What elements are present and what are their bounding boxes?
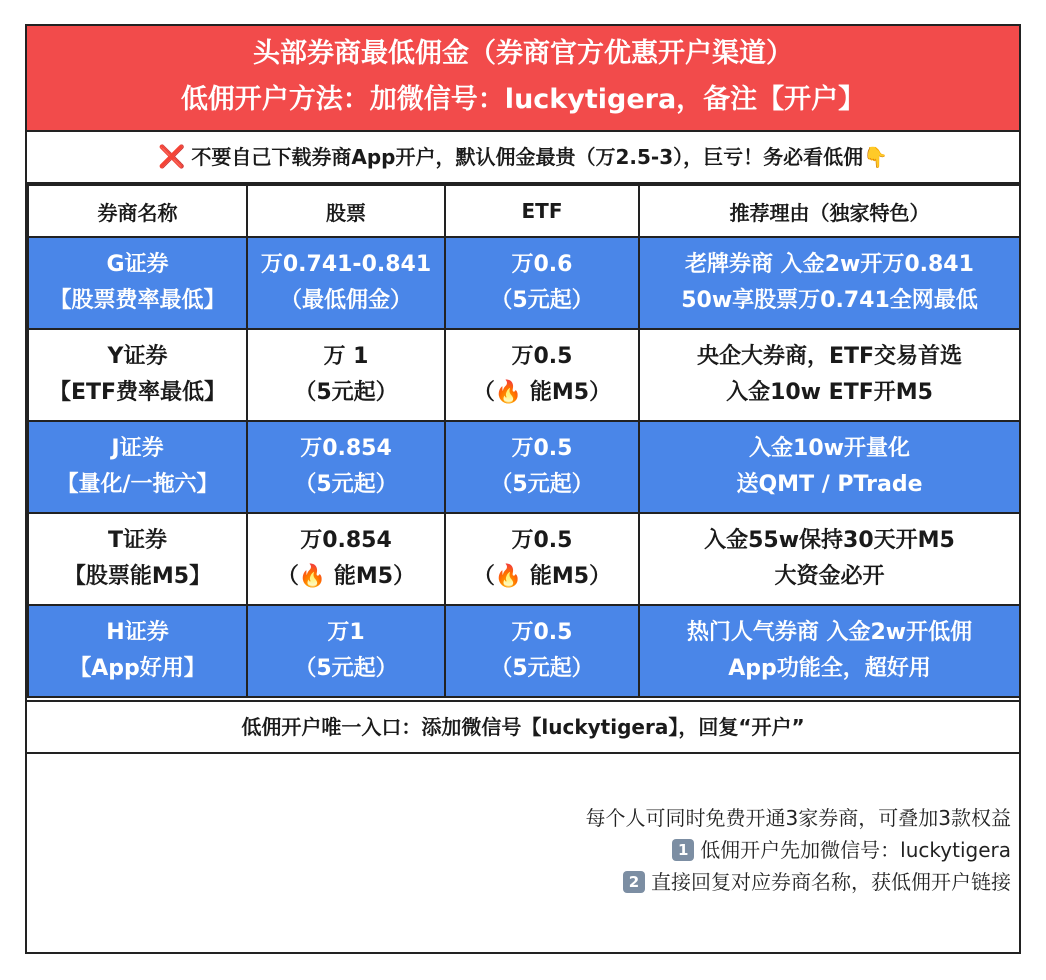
keycap-one-icon: 1: [672, 839, 694, 861]
cell-stock-line: 万0.854: [300, 436, 392, 461]
column-header-stock: 股票: [247, 185, 445, 237]
cell-stock-line: （最低佣金）: [279, 288, 412, 313]
cell-reason: [639, 421, 1020, 513]
cell-reason-line: 入金55w保持30天开M5: [704, 528, 955, 553]
cell-broker-line: G证券: [106, 252, 169, 277]
cell-etf-line: 万0.5: [511, 620, 573, 645]
cell-broker-line: 【股票费率最低】: [49, 288, 226, 313]
header-subtitle: 低佣开户方法：加微信号：luckytigera，备注【开户】: [180, 84, 866, 115]
cell-broker-line: 【股票能M5】: [63, 564, 212, 589]
cross-icon: ❌: [157, 145, 186, 170]
notes-step-1: [586, 834, 1011, 866]
cell-stock-line: 万1: [327, 620, 365, 645]
warning-banner: [27, 132, 1019, 184]
cell-stock: [247, 605, 445, 697]
warning-text: 不要自己下载券商App开户，默认佣金最贵（万2.5-3），巨亏！务必看低佣👇: [191, 145, 889, 169]
table-row: [28, 513, 1020, 605]
cell-reason-line: 50w享股票万0.741全网最低: [681, 288, 978, 313]
cell-reason-line: 入金10w开量化: [749, 436, 910, 461]
commission-card: [25, 24, 1021, 954]
header-banner: [27, 26, 1019, 132]
cell-etf-line: 万0.5: [511, 528, 573, 553]
cell-etf-line: 万0.5: [511, 344, 573, 369]
cell-etf: [445, 605, 639, 697]
table-row: [28, 421, 1020, 513]
cell-reason-line: 送QMT / PTrade: [736, 472, 923, 497]
cell-etf: [445, 513, 639, 605]
cell-broker: [28, 513, 247, 605]
cell-stock-line: 万0.854: [300, 528, 392, 553]
cell-etf-line: （5元起）: [490, 656, 594, 681]
cell-etf-line: （5元起）: [490, 288, 594, 313]
cell-etf-line: （5元起）: [490, 472, 594, 497]
header-title: 头部券商最低佣金（券商官方优惠开户渠道）: [253, 38, 793, 69]
notes-step-2-text: 直接回复对应券商名称，获低佣开户链接: [651, 870, 1011, 894]
cell-broker-line: 【ETF费率最低】: [48, 380, 227, 405]
cell-etf: [445, 237, 639, 329]
broker-table: [27, 184, 1021, 698]
column-header-broker: 券商名称: [28, 185, 247, 237]
cell-reason-line: 央企大券商，ETF交易首选: [696, 344, 963, 369]
cell-etf-line: （🔥 能M5）: [472, 564, 612, 589]
cell-stock: [247, 329, 445, 421]
notes-step-2: [586, 866, 1011, 898]
cell-etf-line: 万0.5: [511, 436, 573, 461]
cell-broker-line: 【量化/一拖六】: [56, 472, 219, 497]
notes: [586, 802, 1011, 898]
column-header-reason: 推荐理由（独家特色）: [639, 185, 1020, 237]
cell-broker: [28, 329, 247, 421]
cell-broker-line: T证券: [107, 528, 167, 553]
cell-stock-line: （5元起）: [294, 380, 398, 405]
table-header-row: [28, 185, 1020, 237]
cell-broker-line: H证券: [106, 620, 169, 645]
cell-reason-line: 入金10w ETF开M5: [726, 380, 933, 405]
cell-etf-line: （🔥 能M5）: [472, 380, 612, 405]
entry-line: 低佣开户唯一入口：添加微信号【luckytigera】，回复“开户”: [27, 700, 1019, 754]
table-row: [28, 237, 1020, 329]
cell-broker-line: J证券: [111, 436, 164, 461]
cell-stock: [247, 513, 445, 605]
cell-broker: [28, 421, 247, 513]
cell-reason-line: App功能全，超好用: [728, 656, 931, 681]
cell-broker-line: 【App好用】: [69, 656, 206, 681]
cell-reason: [639, 237, 1020, 329]
cell-stock-line: （5元起）: [294, 656, 398, 681]
cell-reason-line: 老牌券商 入金2w开万0.841: [685, 252, 974, 277]
cell-reason: [639, 605, 1020, 697]
cell-etf-line: 万0.6: [511, 252, 573, 277]
column-header-etf: ETF: [445, 185, 639, 237]
cell-broker: [28, 605, 247, 697]
cell-etf: [445, 329, 639, 421]
cell-reason: [639, 513, 1020, 605]
cell-reason: [639, 329, 1020, 421]
table-row: [28, 329, 1020, 421]
cell-broker: [28, 237, 247, 329]
notes-line: 每个人可同时免费开通3家券商，可叠加3款权益: [585, 806, 1011, 830]
cell-reason-line: 大资金必开: [774, 564, 885, 589]
cell-stock-line: 万 1: [323, 344, 369, 369]
cell-stock-line: 万0.741-0.841: [260, 252, 432, 277]
cell-etf: [445, 421, 639, 513]
cell-broker-line: Y证券: [107, 344, 168, 369]
cell-stock-line: （5元起）: [294, 472, 398, 497]
cell-stock: [247, 421, 445, 513]
keycap-two-icon: 2: [623, 871, 645, 893]
table-row: [28, 605, 1020, 697]
cell-stock: [247, 237, 445, 329]
cell-reason-line: 热门人气券商 入金2w开低佣: [686, 620, 973, 645]
cell-stock-line: （🔥 能M5）: [276, 564, 416, 589]
notes-step-1-text: 低佣开户先加微信号：luckytigera: [700, 838, 1011, 862]
